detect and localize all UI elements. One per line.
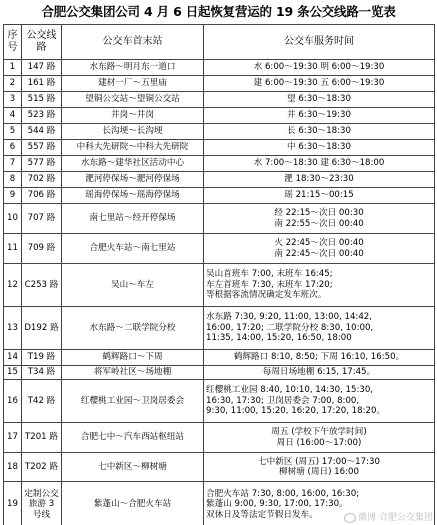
- row-route: T34 路: [22, 366, 62, 380]
- table-row: [4, 204, 435, 234]
- row-route: C253 路: [22, 264, 62, 307]
- hours-line: 南 22:55～次日 00:40: [274, 218, 364, 229]
- row-hours: [204, 234, 435, 264]
- row-terminals: 中科大先研院～中科大先研院: [62, 140, 204, 156]
- hours-line: 望 6:30～18:30: [287, 94, 351, 105]
- row-terminals: 井岗～井岗: [62, 108, 204, 124]
- hours-line: 紫蓬山 9:00, 9:30, 17:00, 17:30。: [206, 499, 348, 510]
- table-row: [4, 140, 435, 156]
- row-terminals: 吴山～车左: [62, 264, 204, 307]
- hours-line: 吴山首班车 7:00, 末班车 16:45;: [206, 269, 333, 280]
- row-number: 9: [4, 188, 22, 204]
- hours-line: 中 6:30～18:30: [287, 142, 351, 153]
- row-hours: [204, 188, 435, 204]
- hours-line: 16:30, 17:30; 卫岗居委会 7:00, 8:00,: [206, 395, 360, 406]
- row-route: 定制公交旅游 3 号线: [22, 482, 62, 525]
- watermark-text: 微博 合肥公交集团: [358, 513, 433, 523]
- hours-line: 火 22:45～次日 00:40: [274, 238, 364, 249]
- hours-line: 每周日场地棚 6:15, 17:45。: [262, 367, 376, 378]
- row-hours: [204, 366, 435, 380]
- table-row: [4, 366, 435, 380]
- table-row: [4, 188, 435, 204]
- hours-line: 井 6:30～19:30: [287, 110, 351, 121]
- header-no: 序号: [4, 25, 22, 60]
- row-terminals: 水东路～二联学院分校: [62, 307, 204, 350]
- row-number: 8: [4, 172, 22, 188]
- row-route: 161 路: [22, 76, 62, 92]
- row-number: 12: [4, 264, 22, 307]
- table-row: [4, 92, 435, 108]
- row-route: T19 路: [22, 350, 62, 366]
- row-number: 10: [4, 204, 22, 234]
- row-hours: [204, 380, 435, 423]
- row-number: 1: [4, 60, 22, 76]
- row-terminals: 长沟埂～长沟埂: [62, 124, 204, 140]
- row-number: 4: [4, 108, 22, 124]
- hours-line: 淝 18:30～23:30: [284, 174, 354, 185]
- hours-line: 经 22:15～次日 00:30: [274, 208, 364, 219]
- table-body: [4, 60, 435, 525]
- row-route: 515 路: [22, 92, 62, 108]
- table-row: [4, 307, 435, 350]
- watermark: [344, 510, 433, 523]
- row-hours: [204, 453, 435, 482]
- table-header-row: [4, 25, 435, 60]
- hours-line: 合肥火车站 7:30, 8:00, 16:00, 16:30;: [206, 488, 360, 499]
- row-number: 17: [4, 423, 22, 453]
- table-row: [4, 172, 435, 188]
- row-terminals: 水东路～明月东一道口: [62, 60, 204, 76]
- weibo-icon: [344, 513, 356, 523]
- hours-line: 水 6:00～19:30 明 6:00～19:30: [253, 62, 385, 73]
- table-row: [4, 124, 435, 140]
- hours-line: 柳树塘 (周日) 16:00: [279, 467, 359, 477]
- row-number: 19: [4, 482, 22, 525]
- row-number: 2: [4, 76, 22, 92]
- row-route: T42 路: [22, 380, 62, 423]
- row-hours: [204, 264, 435, 307]
- row-hours: [204, 423, 435, 453]
- table-row: [4, 264, 435, 307]
- row-terminals: 紫蓬山～合肥火车站: [62, 482, 204, 525]
- row-route: T201 路: [22, 423, 62, 453]
- row-hours: [204, 204, 435, 234]
- table-row: [4, 453, 435, 482]
- table-row: [4, 108, 435, 124]
- row-route: 523 路: [22, 108, 62, 124]
- row-number: 11: [4, 234, 22, 264]
- hours-line: 鹤辉路口 8:10, 8:50; 下周 16:10, 16:50。: [233, 352, 405, 363]
- table-row: [4, 350, 435, 366]
- row-number: 16: [4, 380, 22, 423]
- row-terminals: 望铜公交站～望铜公交站: [62, 92, 204, 108]
- hours-line: 周五 (学校下午放学时间): [271, 427, 367, 438]
- row-route: 544 路: [22, 124, 62, 140]
- hours-line: 双休日及等法定节假日发车。: [206, 509, 318, 520]
- table-row: [4, 156, 435, 172]
- row-hours: [204, 172, 435, 188]
- hours-line: 七中新区 (周五) 17:00～17:30: [258, 456, 380, 467]
- routes-table: [3, 24, 435, 525]
- row-route: 709 路: [22, 234, 62, 264]
- hours-line: 9:30, 11:00, 15:20, 16:20, 17:20, 18:20。: [206, 406, 386, 417]
- hours-line: 周日 (16:00～17:00): [276, 437, 362, 448]
- table-row: [4, 423, 435, 453]
- hours-line: 11:35, 14:00, 15:20, 16:50, 18:00: [206, 333, 352, 344]
- header-route: 公交线路: [22, 25, 62, 60]
- hours-line: 水东路 7:30, 9:20, 11:00, 13:00, 14:42,: [206, 312, 372, 323]
- row-hours: [204, 92, 435, 108]
- row-number: 13: [4, 307, 22, 350]
- row-terminals: 建材一厂～五里庙: [62, 76, 204, 92]
- row-terminals: 南七里站～经开停保场: [62, 204, 204, 234]
- row-terminals: 红樱桃工业园～卫岗居委会: [62, 380, 204, 423]
- row-hours: [204, 76, 435, 92]
- row-number: 3: [4, 92, 22, 108]
- row-route: 147 路: [22, 60, 62, 76]
- table-row: [4, 76, 435, 92]
- row-terminals: 合肥火车站～南七里站: [62, 234, 204, 264]
- header-terminals: 公交车首末站: [62, 25, 204, 60]
- row-terminals: 水东路～建华社区活动中心: [62, 156, 204, 172]
- row-terminals: 将军岭社区～场地棚: [62, 366, 204, 380]
- hours-line: 车左首班车 7:30, 末班车 17:20;: [206, 279, 333, 290]
- row-hours: [204, 156, 435, 172]
- row-hours: [204, 350, 435, 366]
- row-route: T202 路: [22, 453, 62, 482]
- row-hours: [204, 108, 435, 124]
- row-number: 5: [4, 124, 22, 140]
- document-title: 合肥公交集团公司 4 月 6 日起恢复营运的 19 条公交线路一览表: [41, 4, 396, 19]
- table-row: [4, 60, 435, 76]
- hours-line: 长 6:30～18:30: [287, 126, 351, 137]
- hours-line: 16:00, 17:20; 二联学院分校 8:30, 10:00,: [206, 322, 374, 333]
- row-hours: [204, 140, 435, 156]
- row-hours: [204, 307, 435, 350]
- hours-line: 建 6:00～19:30 五 6:00～19:30: [253, 78, 385, 89]
- row-number: 14: [4, 350, 22, 366]
- hours-line: 等根据客流情况确定发车班次。: [206, 290, 327, 301]
- row-terminals: 瑶海停保场～瑶海停保场: [62, 188, 204, 204]
- row-terminals: 鹤辉路口～下周: [62, 350, 204, 366]
- row-number: 18: [4, 453, 22, 482]
- row-hours: [204, 60, 435, 76]
- hours-line: 水 7:00～18:30 建 6:30～18:00: [253, 158, 385, 169]
- hours-line: 瑶 21:15～00:15: [284, 190, 354, 201]
- row-number: 6: [4, 140, 22, 156]
- table-row: [4, 234, 435, 264]
- row-route: 557 路: [22, 140, 62, 156]
- row-hours: [204, 124, 435, 140]
- row-route: D192 路: [22, 307, 62, 350]
- row-terminals: 七中新区～柳树塘: [62, 453, 204, 482]
- row-terminals: 合肥七中～汽车西站枢纽站: [62, 423, 204, 453]
- hours-line: 红樱桃工业园 8:40, 10:10, 14:30, 15:30,: [206, 385, 374, 396]
- row-route: 707 路: [22, 204, 62, 234]
- table-row: [4, 380, 435, 423]
- header-hours: 公交车服务时间: [204, 25, 435, 60]
- row-number: 15: [4, 366, 22, 380]
- row-route: 702 路: [22, 172, 62, 188]
- hours-line: 南 22:45～次日 00:40: [274, 248, 364, 259]
- row-number: 7: [4, 156, 22, 172]
- row-route: 706 路: [22, 188, 62, 204]
- row-route: 577 路: [22, 156, 62, 172]
- row-terminals: 淝河停保场～淝河停保场: [62, 172, 204, 188]
